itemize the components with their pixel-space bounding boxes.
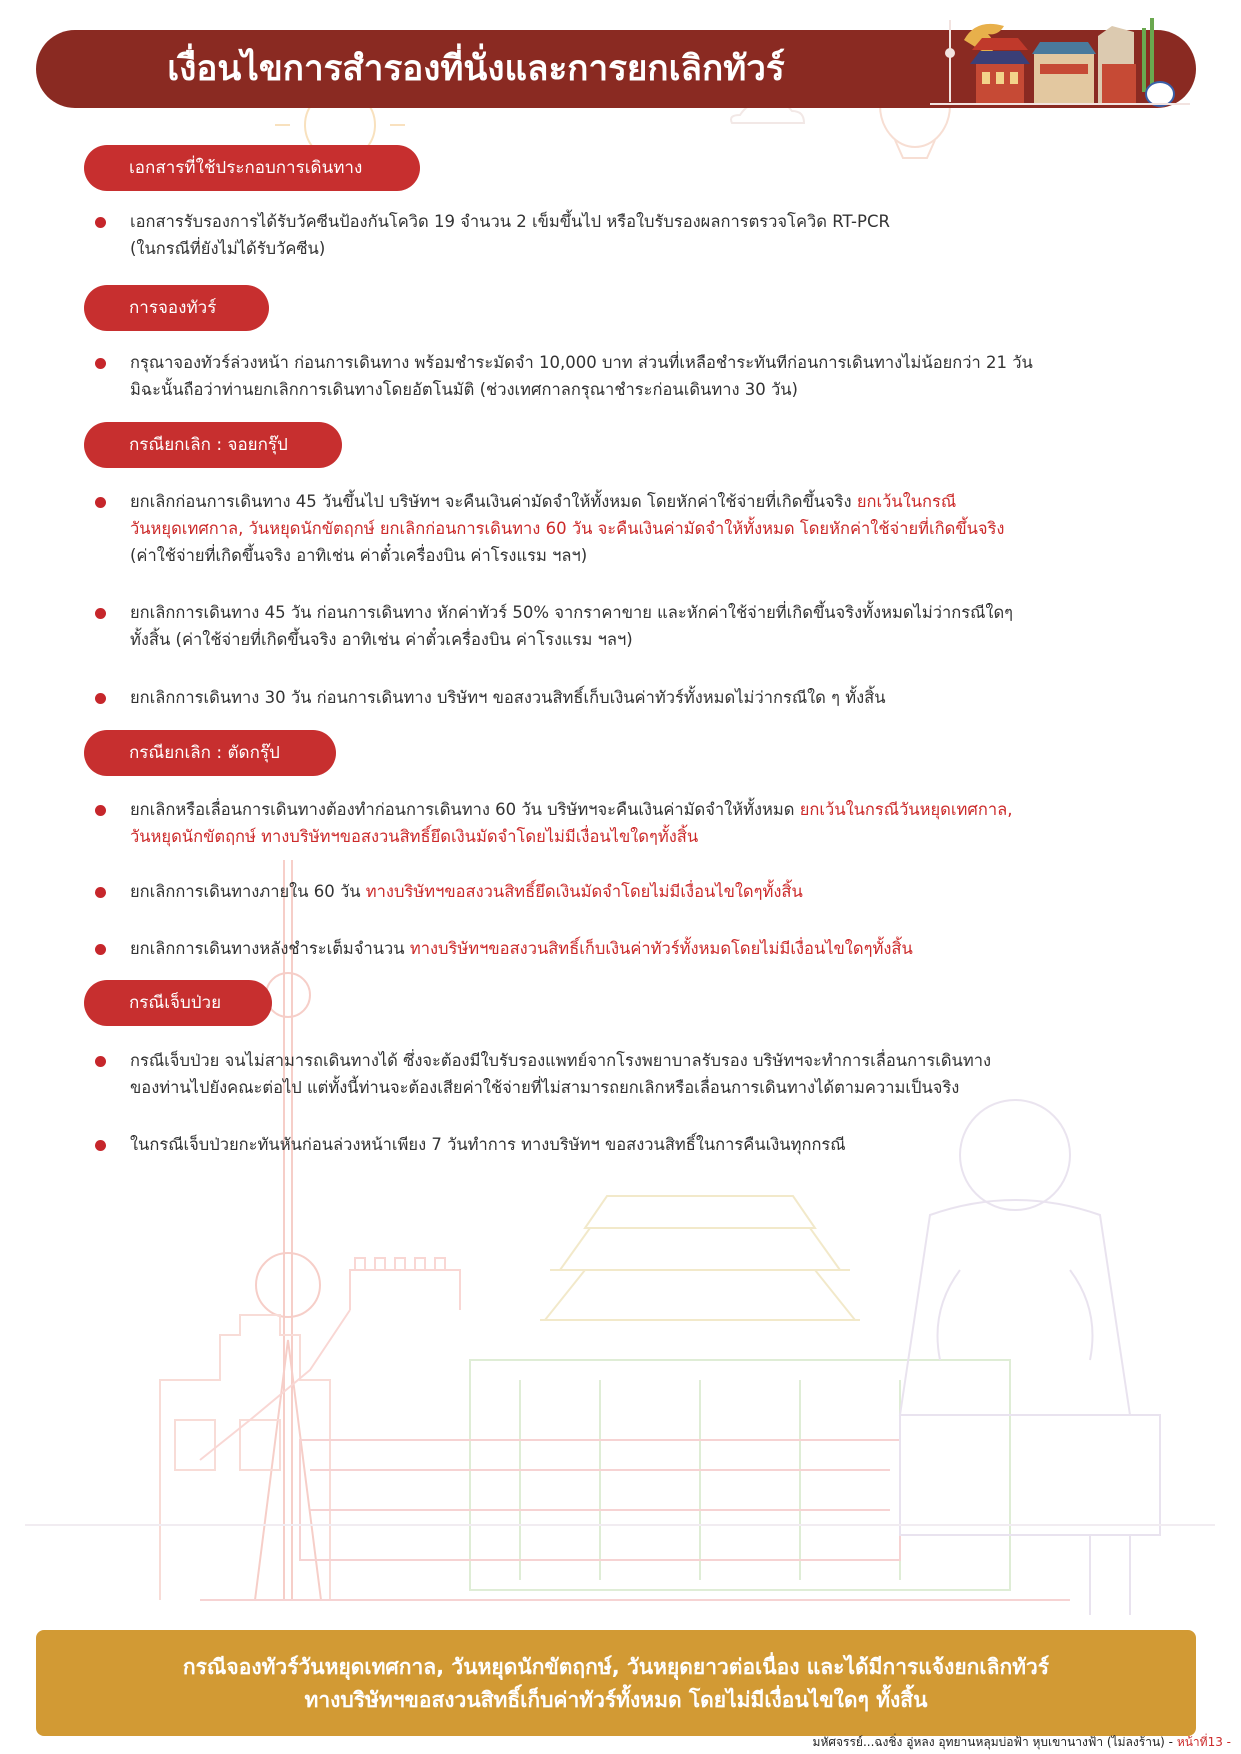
text-normal: ยกเลิกการเดินทางภายใน 60 วัน [130, 882, 366, 901]
bullet-icon [95, 887, 106, 898]
bullet-icon [95, 1140, 106, 1151]
text-line: ของท่านไปยังคณะต่อไป แต่ทั้งนี้ท่านจะต้องเสียค่าใช้จ่ายที่ไม่สามารถยกเลิกหรือเลื่อนการเดินทางได้ตามความเป็นจริง [130, 1078, 960, 1097]
cancel-join-item-2 [130, 599, 1130, 653]
china-landmarks-icon [930, 8, 1190, 112]
text-highlight: ทางบริษัทฯขอสงวนสิทธิ์เก็บเงินค่าทัวร์ทั้งหมดโดยไม่มีเงื่อนไขใดๆทั้งสิ้น [409, 939, 913, 958]
text-line: มิฉะนั้นถือว่าท่านยกเลิกการเดินทางโดยอัตโนมัติ (ช่วงเทศกาลกรุณาชำระก่อนเดินทาง 30 วัน) [130, 380, 798, 399]
bullet-icon [95, 608, 106, 619]
text-line [130, 796, 1130, 823]
bullet-icon [95, 693, 106, 704]
bullet-icon [95, 217, 106, 228]
footer-notice-line-1: กรณีจองทัวร์วันหยุดเทศกาล, วันหยุดนักขัตฤกษ์, วันหยุดยาวต่อเนื่อง และได้มีการแจ้งยกเลิกทัวร์ [182, 1655, 1050, 1679]
bullet-icon [95, 944, 106, 955]
booking-item-1 [130, 349, 1130, 403]
tour-name-text: มหัศจรรย์...ฉงชิ่ง อู่หลง อุทยานหลุมบ่อฟ้า หุบเขานางฟ้า (ไม่ลงร้าน) - [812, 1735, 1177, 1749]
text-line: (ในกรณีที่ยังไม่ได้รับวัคซีน) [130, 239, 326, 258]
illness-item-2 [130, 1131, 1130, 1158]
bullet-icon [95, 358, 106, 369]
documents-item-1 [130, 208, 1130, 262]
text-highlight: ทางบริษัทฯขอสงวนสิทธิ์ยึดเงินมัดจำโดยไม่มีเงื่อนไขใดๆทั้งสิ้น [365, 882, 803, 901]
text-highlight: วันหยุดเทศกาล, วันหยุดนักขัตฤกษ์ ยกเลิกก่อนการเดินทาง 60 วัน จะคืนเงินค่ามัดจำให้ทั้งหมด โดยหักค่าใช้จ่ายที่เกิดขึ้นจริง [130, 519, 1005, 538]
section-label-illness: กรณีเจ็บป่วย [84, 980, 272, 1026]
cancel-private-item-1 [130, 796, 1130, 850]
text-line [130, 935, 1130, 962]
page-footer [813, 1733, 1231, 1752]
text-line [130, 878, 1130, 905]
text-highlight: ยกเว้นในกรณี [856, 492, 957, 511]
text-normal: ยกเลิกการเดินทางหลังชำระเต็มจำนวน [130, 939, 410, 958]
page-number: หน้าที่13 - [1176, 1735, 1231, 1749]
text-normal: ยกเลิกหรือเลื่อนการเดินทางต้องทำก่อนการเดินทาง 60 วัน บริษัทฯจะคืนเงินค่ามัดจำให้ทั้งหมด [130, 800, 800, 819]
section-label-documents: เอกสารที่ใช้ประกอบการเดินทาง [84, 145, 420, 191]
section-label-booking: การจองทัวร์ [84, 285, 269, 331]
bullet-icon [95, 1056, 106, 1067]
text-normal: ยกเลิกก่อนการเดินทาง 45 วันขึ้นไป บริษัทฯ จะคืนเงินค่ามัดจำให้ทั้งหมด โดยหักค่าใช้จ่ายที่เกิดขึ้นจริง [130, 492, 857, 511]
text-line: กรุณาจองทัวร์ล่วงหน้า ก่อนการเดินทาง พร้อมชำระมัดจำ 10,000 บาท ส่วนที่เหลือชำระทันทีก่อนการเดินทางไม่น้อยกว่า 21 วัน [130, 353, 1033, 372]
cancel-private-item-2 [130, 878, 1130, 905]
text-highlight: วันหยุดนักขัตฤกษ์ ทางบริษัทฯขอสงวนสิทธิ์ยึดเงินมัดจำโดยไม่มีเงื่อนไขใดๆทั้งสิ้น [130, 827, 699, 846]
bullet-icon [95, 805, 106, 816]
cancel-join-item-1 [130, 488, 1130, 569]
text-highlight: ยกเว้นในกรณีวันหยุดเทศกาล, [799, 800, 1013, 819]
cancel-private-item-3 [130, 935, 1130, 962]
footer-notice-line-2: ทางบริษัทฯขอสงวนสิทธิ์เก็บค่าทัวร์ทั้งหมด โดยไม่มีเงื่อนไขใดๆ ทั้งสิ้น [304, 1688, 928, 1712]
page-title: เงื่อนไขการสำรองที่นั่งและการยกเลิกทัวร์ [167, 49, 785, 89]
text-line: ยกเลิกการเดินทาง 30 วัน ก่อนการเดินทาง บริษัทฯ ขอสงวนสิทธิ์เก็บเงินค่าทัวร์ทั้งหมดไม่ว่ากรณีใด ๆ ทั้งสิ้น [130, 688, 886, 707]
cancel-join-item-3 [130, 684, 1130, 711]
text-line: กรณีเจ็บป่วย จนไม่สามารถเดินทางได้ ซึ่งจะต้องมีใบรับรองแพทย์จากโรงพยาบาลรับรอง บริษัทฯจะทำการเลื่อนการเดินทาง [130, 1051, 992, 1070]
bullet-icon [95, 497, 106, 508]
text-line: ในกรณีเจ็บป่วยกะทันหันก่อนล่วงหน้าเพียง 7 วันทำการ ทางบริษัทฯ ขอสงวนสิทธิ์ในการคืนเงินทุกกรณี [130, 1135, 846, 1154]
text-line: (ค่าใช้จ่ายที่เกิดขึ้นจริง อาทิเช่น ค่าตั๋วเครื่องบิน ค่าโรงแรม ฯลฯ) [130, 546, 588, 565]
text-line [130, 488, 1130, 515]
text-line: เอกสารรับรองการได้รับวัคซีนป้องกันโควิด 19 จำนวน 2 เข็มขึ้นไป หรือใบรับรองผลการตรวจโควิด RT-PCR [130, 212, 890, 231]
illness-item-1 [130, 1047, 1130, 1101]
text-line: ทั้งสิ้น (ค่าใช้จ่ายที่เกิดขึ้นจริง อาทิเช่น ค่าตั๋วเครื่องบิน ค่าโรงแรม ฯลฯ) [130, 630, 633, 649]
text-line: ยกเลิกการเดินทาง 45 วัน ก่อนการเดินทาง หักค่าทัวร์ 50% จากราคาขาย และหักค่าใช้จ่ายที่เกิดขึ้นจริงทั้งหมดไม่ว่ากรณีใดๆ [130, 603, 1014, 622]
section-label-cancel-join: กรณียกเลิก : จอยกรุ๊ป [84, 422, 342, 468]
section-label-cancel-private: กรณียกเลิก : ตัดกรุ๊ป [84, 730, 336, 776]
